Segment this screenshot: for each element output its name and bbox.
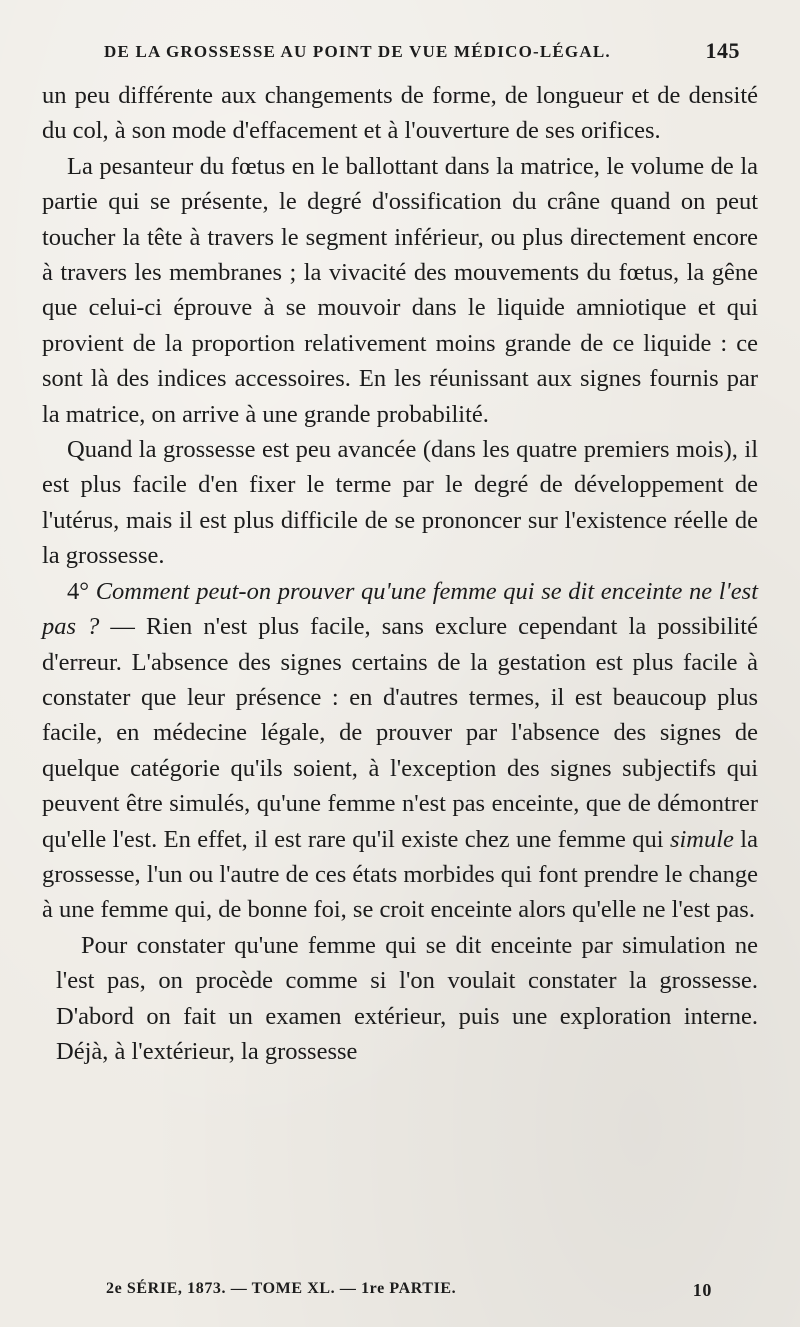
running-title: DE LA GROSSESSE AU POINT DE VUE MÉDICO-LÉGAL.	[104, 42, 611, 61]
paragraph-4	[42, 574, 758, 928]
section-number: 4°	[67, 577, 90, 605]
paragraph-5: Pour constater qu'une femme qui se dit enceinte par simulation ne l'est pas, on procède comme si l'on voulait constater la grossesse. D'abord on fait un examen extérieur, puis une exploration interne. Déjà, à l'extérieur, la grossesse	[56, 931, 758, 1065]
page-number: 145	[705, 38, 740, 63]
paragraph-2: La pesanteur du fœtus en le ballottant dans la matrice, le volume de la partie qui se présente, le degré d'ossification du crâne quand on peut toucher la tête à travers le segment inférieur, ou plus directement encore à travers les membranes ; la vivacité des mouvements du fœtus, la gêne que celui-ci éprouve à se mouvoir dans le liquide amniotique et qui provient de la proportion relativement moins grande de ce liquide : ce sont là des indices accessoires. En les réunissant aux signes fournis par la matrice, on arrive à une grande probabilité.	[42, 152, 758, 428]
paragraph-1: un peu différente aux changements de forme, de longueur et de densité du col, à son mode d'effacement et à l'ouverture de ses orifices.	[42, 82, 758, 145]
emphasis-simule: simule	[669, 825, 734, 853]
running-header	[104, 38, 740, 68]
printer-signature-line	[106, 1278, 712, 1306]
section-question: Comment peut-on prouver qu'une femme qui se dit enceinte ne l'est pas ?	[42, 577, 759, 641]
series-signature: 2e SÉRIE, 1873. — TOME XL. — 1re PARTIE.	[106, 1280, 457, 1297]
body-text	[42, 78, 758, 1069]
section-dash: —	[99, 613, 146, 641]
paragraph-4-text-before: Rien n'est plus facile, sans exclure cependant la possibilité d'erreur. L'absence des signes certains de la gestation est plus facile à constater que leur présence : en d'autres termes, il est beaucoup plus facile, en médecine légale, de prouver par l'absence des signes de quelque catégorie qu'ils soient, à l'exception des signes subjectifs qui peuvent être simulés, qu'une femme n'est pas enceinte, que de démontrer qu'elle l'est. En effet, il est rare qu'il existe chez une femme qui	[42, 613, 758, 853]
sheet-number: 10	[692, 1280, 712, 1300]
paragraph-3: Quand la grossesse est peu avancée (dans les quatre premiers mois), il est plus facile d'en fixer le terme par le degré de développement de l'utérus, mais il est plus difficile de se prononcer sur l'existence réelle de la grossesse.	[42, 436, 758, 570]
paragraph-4-text-after: la grossesse, l'un ou l'autre de ces états morbides qui font prendre le change à une femme qui, de bonne foi, se croit enceinte alors qu'elle ne l'est pas.	[42, 825, 758, 924]
